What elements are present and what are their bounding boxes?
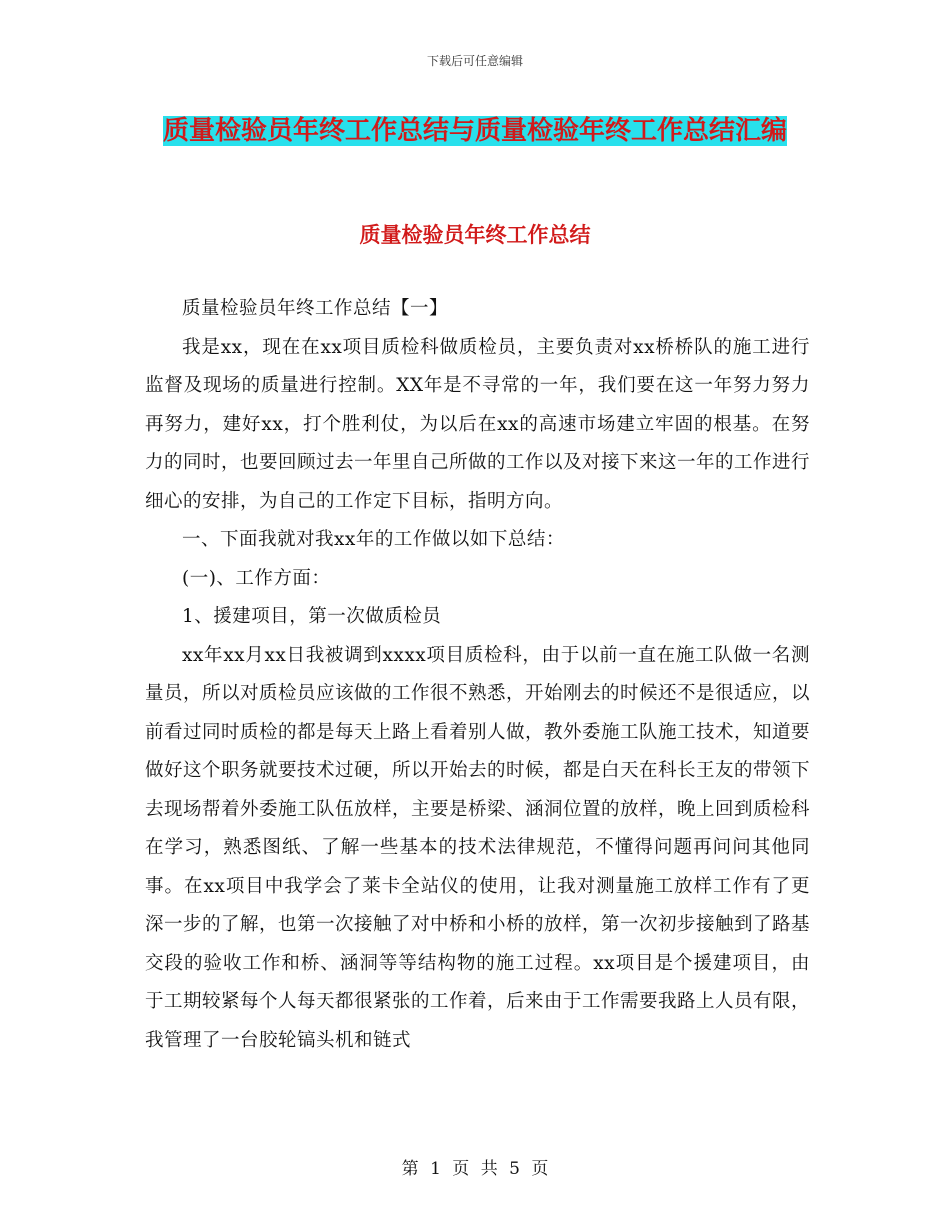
document-title-text: 质量检验员年终工作总结与质量检验年终工作总结汇编 (162, 116, 787, 146)
paragraph-section-heading: 一、下面我就对我xx年的工作做以如下总结： (182, 529, 565, 550)
paragraph-subsection-heading: (一)、工作方面： (182, 567, 331, 589)
header-note: 下载后可任意编辑 (426, 54, 523, 68)
paragraph: xx年xx月xx日我被调到xxxx项目质检科，由于以前一直在施工队做一名测量员，所以对质检员应该做的工作很不熟悉，开始刚去的时候还不是很适应，以前看过同时质检的都是每天上路上看着别人做，教外委施工队施工技术，知道要做好这个职务就要技术过硬，所以开始去的时候，都是白天在科长王友的带领下去现场帮着外委施工队伍放样，主要是桥梁、涵洞位置的放样，晚上回到质检科在学习，熟悉图纸、了解一些基本的技术法律规范，不懂得问题再问问其他同事。在xx项目中我学会了莱卡全站仪的使用，让我对测量施工放样工作有了更深一步的了解，也第一次接触了对中桥和小桥的放样，第一次初步接触到了路基交段的验收工作和桥、涵洞等等结构物的施工过程。xx项目是个援建项目，由于工期较紧每个人每天都很紧张的工作着，后来由于工作需要我路上人员有限，我管理了一台胶轮镐头机和链式 (145, 644, 811, 1051)
paragraph: 我是xx，现在在xx项目质检科做质检员，主要负责对xx桥桥队的施工进行监督及现场的质量进行控制。XX年是不寻常的一年，我们要在这一年努力努力再努力，建好xx，打个胜利仗，为以后在xx的高速市场建立牢固的根基。在努力的同时，也要回顾过去一年里自己所做的工作以及对接下来这一年的工作进行细心的安排，为自己的工作定下目标，指明方向。 (145, 336, 811, 512)
paragraph-heading: 质量检验员年终工作总结【一】 (182, 298, 449, 319)
document-title (145, 108, 805, 154)
page-footer: 第 1 页 共 5 页 (401, 1159, 549, 1179)
paragraph-item-heading: 1、援建项目，第一次做质检员 (182, 606, 442, 627)
document-body (145, 290, 810, 1060)
section-title: 质量检验员年终工作总结 (359, 223, 591, 247)
